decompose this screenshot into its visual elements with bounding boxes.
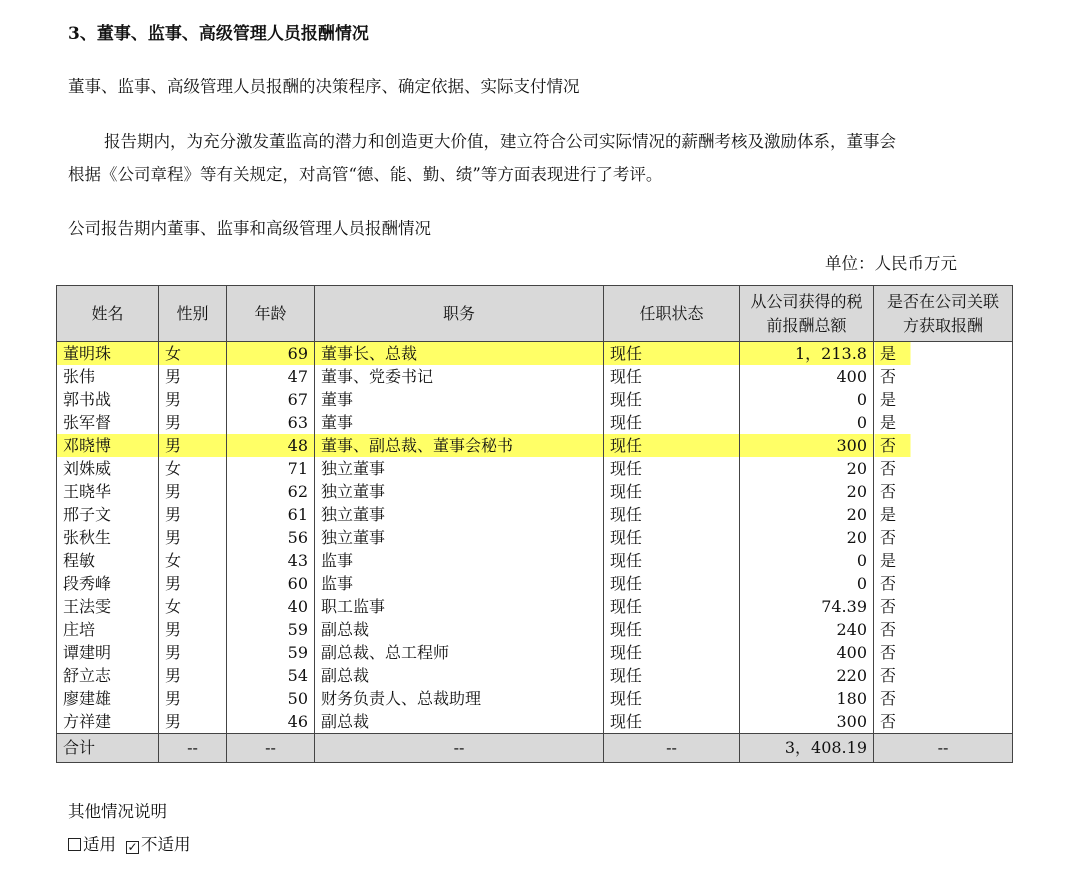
cell-pay: 20 [740, 480, 874, 503]
cell-related: 是 [874, 342, 1013, 366]
cell-name: 舒立志 [57, 664, 159, 687]
cell-gender: 男 [159, 480, 227, 503]
cell-position: 独立董事 [315, 480, 604, 503]
cell-status: 现任 [604, 342, 740, 366]
compensation-table [56, 285, 1013, 763]
table-row [57, 710, 1013, 734]
cell-pay: 1，213.8 [740, 342, 874, 366]
cell-related: 否 [874, 664, 1013, 687]
cell-related: 否 [874, 457, 1013, 480]
table-row [57, 549, 1013, 572]
table-row [57, 342, 1013, 366]
table-row [57, 687, 1013, 710]
table-row [57, 480, 1013, 503]
cell-position: 独立董事 [315, 457, 604, 480]
cell-age: 40 [227, 595, 315, 618]
cell-name: 张秋生 [57, 526, 159, 549]
cell-name: 张军督 [57, 411, 159, 434]
cell-position: 职工监事 [315, 595, 604, 618]
option-applicable-label: 适用 [83, 835, 116, 854]
total-position: -- [315, 734, 604, 763]
cell-position: 独立董事 [315, 526, 604, 549]
cell-pay: 20 [740, 457, 874, 480]
cell-position: 副总裁 [315, 664, 604, 687]
cell-pay: 0 [740, 388, 874, 411]
table-row [57, 595, 1013, 618]
cell-age: 69 [227, 342, 315, 366]
cell-status: 现任 [604, 526, 740, 549]
cell-age: 61 [227, 503, 315, 526]
cell-related: 否 [874, 595, 1013, 618]
cell-gender: 男 [159, 526, 227, 549]
cell-related: 否 [874, 618, 1013, 641]
header-name: 姓名 [57, 286, 159, 342]
cell-age: 63 [227, 411, 315, 434]
cell-related: 是 [874, 503, 1013, 526]
cell-related: 是 [874, 549, 1013, 572]
applicability-options [68, 831, 201, 855]
cell-name: 廖建雄 [57, 687, 159, 710]
option-applicable[interactable] [68, 835, 116, 854]
cell-age: 54 [227, 664, 315, 687]
cell-pay: 74.39 [740, 595, 874, 618]
cell-related: 否 [874, 710, 1013, 734]
checked-box-icon[interactable]: ✓ [127, 840, 138, 854]
cell-name: 邢子文 [57, 503, 159, 526]
cell-position: 副总裁、总工程师 [315, 641, 604, 664]
header-gender: 性别 [159, 286, 227, 342]
header-status: 任职状态 [604, 286, 740, 342]
cell-status: 现任 [604, 549, 740, 572]
cell-gender: 男 [159, 687, 227, 710]
cell-name: 张伟 [57, 365, 159, 388]
cell-name: 邓晓博 [57, 434, 159, 457]
cell-name: 庄培 [57, 618, 159, 641]
cell-name: 郭书战 [57, 388, 159, 411]
cell-status: 现任 [604, 411, 740, 434]
cell-status: 现任 [604, 572, 740, 595]
cell-pay: 300 [740, 434, 874, 457]
cell-gender: 男 [159, 618, 227, 641]
cell-position: 董事、党委书记 [315, 365, 604, 388]
total-status: -- [604, 734, 740, 763]
cell-pay: 180 [740, 687, 874, 710]
paragraph-line-1: 报告期内，为充分激发董监高的潜力和创造更大价值，建立符合公司实际情况的薪酬考核及激励体系，董事会 [104, 132, 896, 151]
cell-pay: 220 [740, 664, 874, 687]
other-heading: 其他情况说明 [68, 802, 167, 821]
section-title: 3、董事、监事、高级管理人员报酬情况 [68, 24, 369, 44]
cell-gender: 女 [159, 595, 227, 618]
cell-position: 董事长、总裁 [315, 342, 604, 366]
cell-name: 程敏 [57, 549, 159, 572]
cell-gender: 男 [159, 641, 227, 664]
table-row [57, 365, 1013, 388]
header-age: 年龄 [227, 286, 315, 342]
cell-status: 现任 [604, 664, 740, 687]
cell-pay: 300 [740, 710, 874, 734]
cell-status: 现任 [604, 480, 740, 503]
cell-age: 56 [227, 526, 315, 549]
cell-name: 董明珠 [57, 342, 159, 366]
cell-age: 47 [227, 365, 315, 388]
header-pay: 从公司获得的税前报酬总额 [740, 286, 874, 342]
cell-position: 监事 [315, 572, 604, 595]
cell-pay: 20 [740, 503, 874, 526]
cell-pay: 0 [740, 572, 874, 595]
cell-position: 副总裁 [315, 710, 604, 734]
cell-gender: 男 [159, 572, 227, 595]
cell-related: 是 [874, 411, 1013, 434]
cell-age: 43 [227, 549, 315, 572]
cell-gender: 男 [159, 365, 227, 388]
paragraph-line-2: 根据《公司章程》等有关规定，对高管“德、能、勤、绩”等方面表现进行了考评。 [68, 165, 663, 184]
cell-pay: 400 [740, 641, 874, 664]
cell-related: 否 [874, 480, 1013, 503]
table-row [57, 434, 1013, 457]
cell-age: 48 [227, 434, 315, 457]
unit-note: 单位：人民币万元 [825, 254, 957, 273]
cell-status: 现任 [604, 595, 740, 618]
cell-gender: 男 [159, 664, 227, 687]
cell-position: 财务负责人、总裁助理 [315, 687, 604, 710]
cell-position: 董事 [315, 411, 604, 434]
table-row [57, 411, 1013, 434]
cell-position: 副总裁 [315, 618, 604, 641]
cell-status: 现任 [604, 457, 740, 480]
cell-age: 62 [227, 480, 315, 503]
table-row [57, 572, 1013, 595]
total-related: -- [874, 734, 1013, 763]
cell-pay: 240 [740, 618, 874, 641]
cell-name: 王法雯 [57, 595, 159, 618]
cell-status: 现任 [604, 434, 740, 457]
cell-position: 董事 [315, 388, 604, 411]
cell-status: 现任 [604, 710, 740, 734]
cell-gender: 女 [159, 342, 227, 366]
cell-position: 监事 [315, 549, 604, 572]
table-row [57, 503, 1013, 526]
cell-related: 是 [874, 388, 1013, 411]
cell-status: 现任 [604, 687, 740, 710]
cell-status: 现任 [604, 641, 740, 664]
cell-name: 段秀峰 [57, 572, 159, 595]
total-age: -- [227, 734, 315, 763]
cell-gender: 男 [159, 503, 227, 526]
cell-gender: 男 [159, 434, 227, 457]
option-not-applicable-label: 不适用 [141, 835, 191, 854]
total-gender: -- [159, 734, 227, 763]
cell-age: 46 [227, 710, 315, 734]
cell-status: 现任 [604, 618, 740, 641]
cell-age: 59 [227, 641, 315, 664]
total-pay: 3，408.19 [740, 734, 874, 763]
cell-pay: 0 [740, 411, 874, 434]
cell-status: 现任 [604, 388, 740, 411]
cell-gender: 男 [159, 411, 227, 434]
cell-gender: 女 [159, 549, 227, 572]
header-related: 是否在公司关联方获取报酬 [874, 286, 1013, 342]
table-row [57, 618, 1013, 641]
header-position: 职务 [315, 286, 604, 342]
cell-gender: 男 [159, 710, 227, 734]
cell-pay: 400 [740, 365, 874, 388]
cell-name: 谭建明 [57, 641, 159, 664]
cell-age: 71 [227, 457, 315, 480]
table-row [57, 664, 1013, 687]
table-row [57, 526, 1013, 549]
cell-pay: 0 [740, 549, 874, 572]
cell-related: 否 [874, 434, 1013, 457]
table-row [57, 457, 1013, 480]
cell-position: 董事、副总裁、董事会秘书 [315, 434, 604, 457]
table-caption: 公司报告期内董事、监事和高级管理人员报酬情况 [68, 219, 431, 238]
cell-name: 刘姝威 [57, 457, 159, 480]
cell-related: 否 [874, 526, 1013, 549]
total-label: 合计 [57, 734, 159, 763]
option-not-applicable[interactable] [126, 835, 191, 854]
cell-gender: 女 [159, 457, 227, 480]
cell-name: 王晓华 [57, 480, 159, 503]
cell-age: 67 [227, 388, 315, 411]
cell-status: 现任 [604, 503, 740, 526]
cell-name: 方祥建 [57, 710, 159, 734]
cell-age: 60 [227, 572, 315, 595]
table-row [57, 388, 1013, 411]
unchecked-box-icon[interactable] [68, 838, 81, 851]
cell-related: 否 [874, 641, 1013, 664]
cell-age: 59 [227, 618, 315, 641]
cell-related: 否 [874, 572, 1013, 595]
cell-related: 否 [874, 687, 1013, 710]
cell-status: 现任 [604, 365, 740, 388]
table-total-row [57, 734, 1013, 763]
cell-related: 否 [874, 365, 1013, 388]
cell-pay: 20 [740, 526, 874, 549]
table-row [57, 641, 1013, 664]
table-header-row [57, 286, 1013, 342]
cell-age: 50 [227, 687, 315, 710]
cell-position: 独立董事 [315, 503, 604, 526]
sub-heading: 董事、监事、高级管理人员报酬的决策程序、确定依据、实际支付情况 [68, 77, 580, 96]
cell-gender: 男 [159, 388, 227, 411]
